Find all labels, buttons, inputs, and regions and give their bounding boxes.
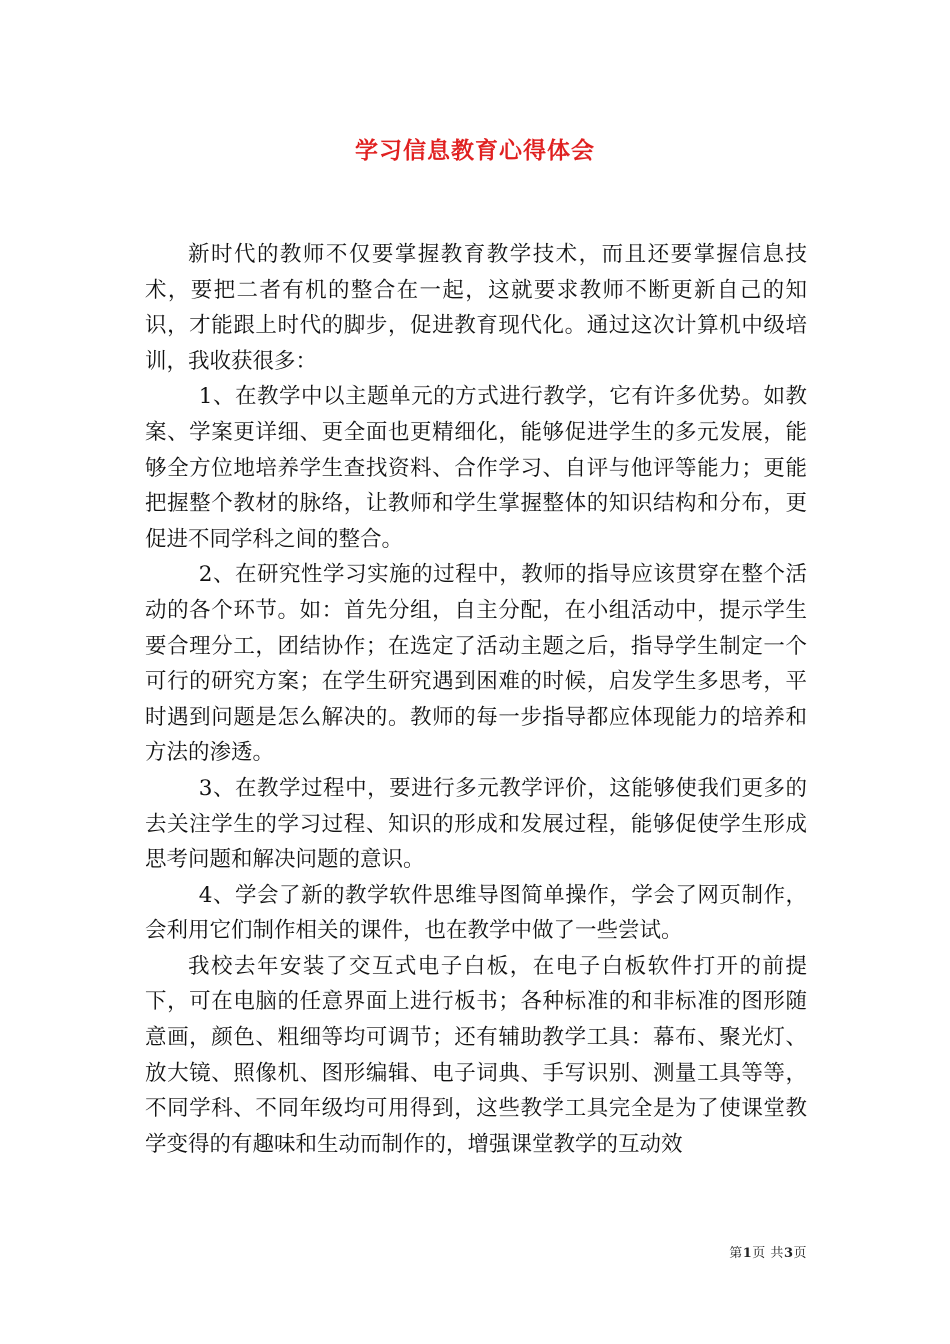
- footer-suffix: 页: [793, 1246, 807, 1261]
- paragraph-intro: 新时代的教师不仅要掌握教育教学技术，而且还要掌握信息技术，要把二者有机的整合在一起，这就要求教师不断更新自己的知识，才能跟上时代的脚步，促进教育现代化。通过这次计算机中级培训，我收获很多：: [145, 242, 807, 374]
- paragraph-point-3: 3、在教学过程中，要进行多元教学评价，这能够使我们更多的去关注学生的学习过程、知识的形成和发展过程，能够促使学生形成思考问题和解决问题的意识。: [145, 775, 807, 873]
- document-title: 学习信息教育心得体会: [355, 137, 595, 164]
- total-pages-number: 3: [783, 1246, 794, 1261]
- paragraph-point-2: 2、在研究性学习实施的过程中，教师的指导应该贯穿在整个活动的各个环节。如：首先分组，自主分配，在小组活动中，提示学生要合理分工，团结协作；在选定了活动主题之后，指导学生制定一个可行的研究方案；在学生研究遇到困难的时候，启发学生多思考，平时遇到问题是怎么解决的。教师的每一步指导都应体现能力的培养和方法的渗透。: [145, 562, 807, 766]
- paragraph-whiteboard: 我校去年安装了交互式电子白板，在电子白板软件打开的前提下，可在电脑的任意界面上进行板书；各种标准的和非标准的图形随意画，颜色、粗细等均可调节；还有辅助教学工具：幕布、聚光灯、放大镜、照像机、图形编辑、电子词典、手写识别、测量工具等等，不同学科、不同年级均可用得到，这些教学工具完全是为了使课堂教学变得的有趣味和生动而制作的，增强课堂教学的互动效: [145, 953, 807, 1157]
- document-body: [145, 237, 807, 1162]
- footer-middle: 页 共: [752, 1246, 784, 1261]
- current-page-number: 1: [742, 1246, 753, 1261]
- footer-prefix: 第: [729, 1246, 743, 1261]
- paragraph-point-1: 1、在教学中以主题单元的方式进行教学，它有许多优势。如教案、学案更详细、更全面也更精细化，能够促进学生的多元发展，能够全方位地培养学生查找资料、合作学习、自评与他评等能力；更能把握整个教材的脉络，让教师和学生掌握整体的知识结构和分布，更促进不同学科之间的整合。: [145, 384, 807, 552]
- page-number-footer: [729, 1242, 807, 1261]
- paragraph-point-4: 4、学会了新的教学软件思维导图简单操作，学会了网页制作，会利用它们制作相关的课件，也在教学中做了一些尝试。: [145, 882, 807, 944]
